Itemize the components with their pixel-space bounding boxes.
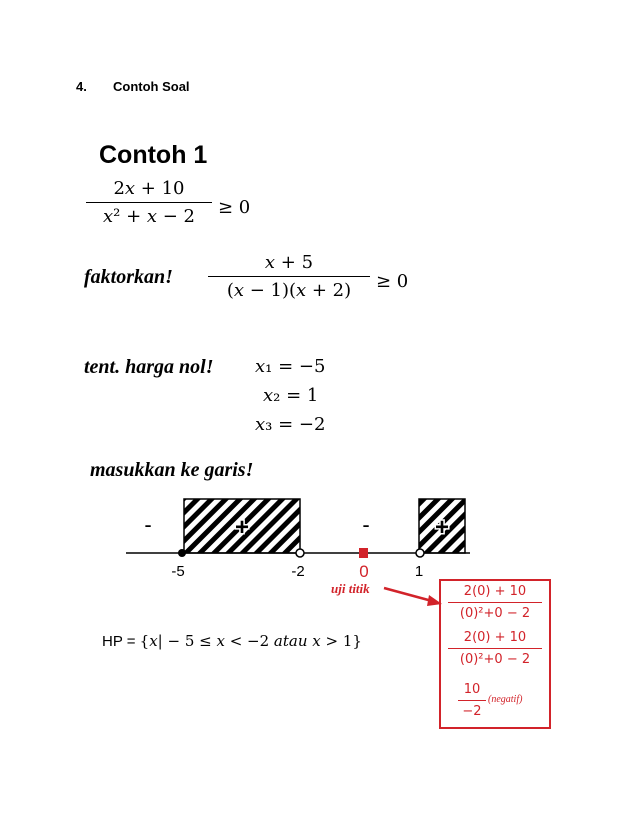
factor-denominator: (𝑥 − 1)(𝑥 + 2) [226, 280, 352, 301]
point-minus5 [178, 549, 186, 557]
test-expr-1-denominator: (0)²+0 − 2 [459, 606, 531, 621]
solution-set [102, 632, 362, 650]
zeros-label: tent. harga nol! [84, 356, 214, 378]
test-result-note: (negatif) [488, 694, 523, 705]
root-x3: 𝑥₃ = −2 [255, 414, 326, 435]
test-result [458, 682, 486, 719]
test-arrow [384, 588, 432, 601]
section-title: Contoh Soal [113, 79, 190, 94]
test-label: uji titik [331, 581, 370, 596]
factor-relation: ≥ 0 [376, 271, 409, 292]
root-x2: 𝑥₂ = 1 [263, 385, 319, 406]
inequality-relation: ≥ 0 [218, 197, 251, 218]
sign-4: + [434, 514, 450, 541]
test-result-denominator: −2 [462, 704, 482, 719]
example-heading: Contoh 1 [99, 141, 208, 169]
point-minus2 [296, 549, 304, 557]
test-expr-2-numerator: 2(0) + 10 [463, 630, 527, 645]
factor-label: faktorkan! [84, 266, 173, 288]
factor-numerator: 𝑥 + 5 [264, 252, 314, 273]
test-expr-1 [448, 584, 542, 621]
fraction-bar [458, 700, 486, 701]
sign-3: - [362, 512, 370, 537]
label-minus5: -5 [171, 563, 185, 580]
label-0: 0 [359, 562, 369, 581]
inequality-numerator: 2𝑥 + 10 [113, 178, 185, 199]
sign-1: - [144, 512, 152, 537]
sign-2: + [234, 514, 250, 541]
fraction-bar [448, 602, 542, 603]
test-expr-2-denominator: (0)²+0 − 2 [459, 652, 531, 667]
test-point-marker [359, 548, 368, 558]
line-label: masukkan ke garis! [90, 459, 254, 481]
point-1 [416, 549, 424, 557]
section-number: 4. [76, 79, 87, 94]
inequality-denominator: 𝑥² + 𝑥 − 2 [102, 206, 196, 227]
test-expr-2 [448, 630, 542, 667]
solution-expression: {𝑥| − 5 ≤ 𝑥 < −2 𝑎𝑡𝑎𝑢 𝑥 > 1} [139, 632, 362, 650]
test-result-numerator: 10 [463, 682, 481, 697]
fraction-bar [448, 648, 542, 649]
solution-prefix: HP = [102, 633, 140, 650]
label-1: 1 [414, 563, 424, 580]
test-expr-1-numerator: 2(0) + 10 [463, 584, 527, 599]
root-x1: 𝑥₁ = −5 [255, 356, 326, 377]
label-minus2: -2 [291, 563, 305, 580]
